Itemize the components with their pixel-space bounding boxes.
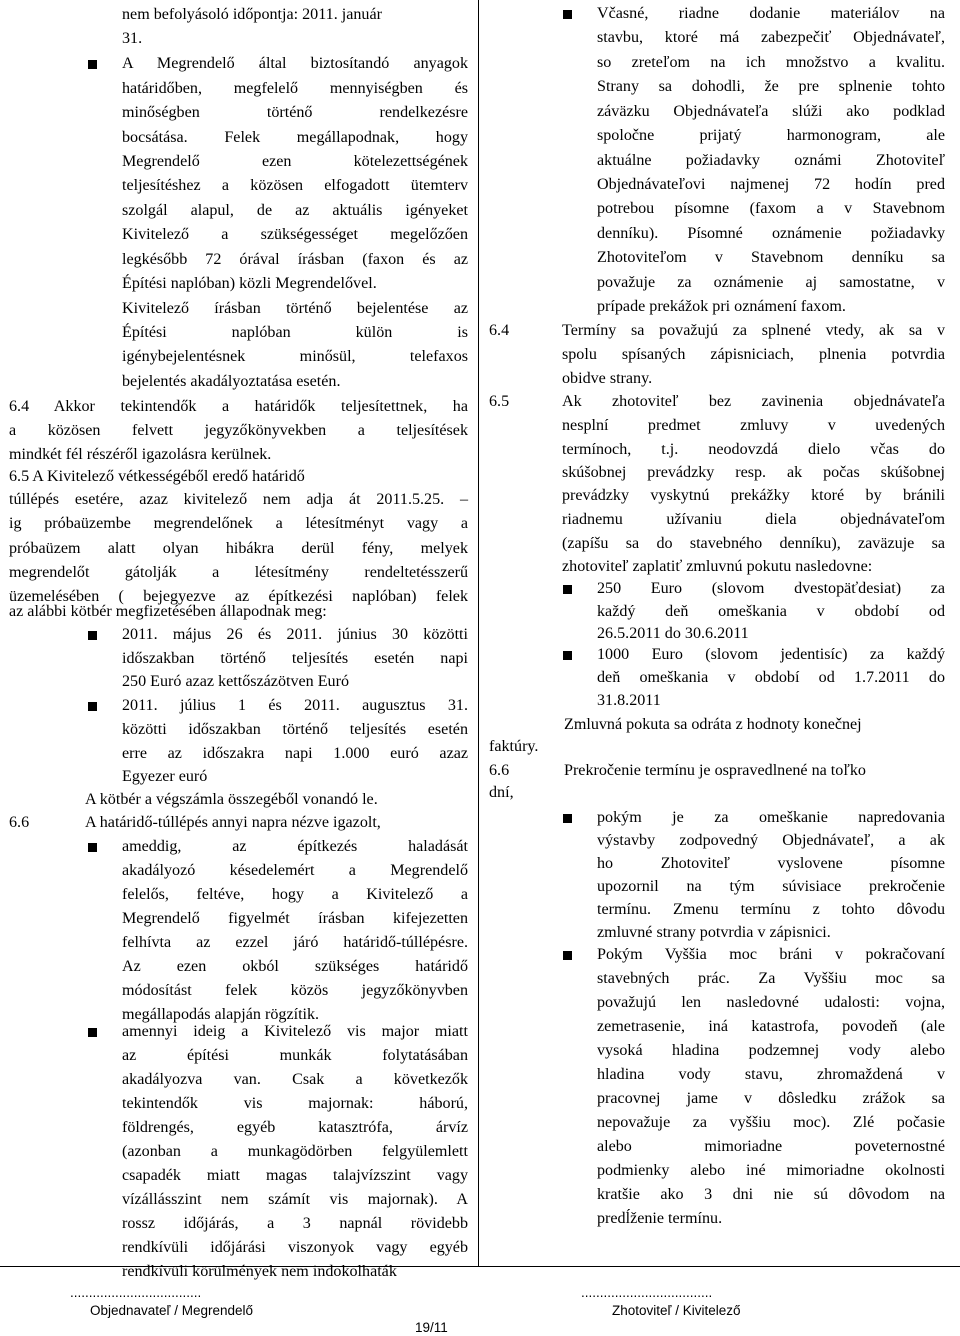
text-line: Kivitelező a szükségességet megelőzően (122, 226, 468, 243)
text-line: ameddig, az építkezés haladását (122, 838, 468, 855)
text-line: erre az időszakra napi 1.000 euró azaz (122, 745, 468, 762)
text-line: amennyi ideig a Kivitelező vis major miatt (122, 1023, 468, 1040)
text-line: považujú len nasledovné udalosti: vojna, (597, 994, 945, 1011)
text-line: upozornil na tým súvisiace prekročenie (597, 878, 945, 895)
text-line: Kivitelező írásban történő bejelentése az (122, 300, 468, 317)
text-line: tekintendők vis majornak: háború, (122, 1095, 468, 1112)
text-line: igénybejelentésnek minősül, telefaxos (122, 348, 468, 365)
text-line: bejelentés akadályoztatása esetén. (122, 373, 341, 390)
text-line: vysoká hladina podzemnej vody alebo (597, 1042, 945, 1059)
page-number: 19/11 (415, 1320, 448, 1335)
text-line: považuje za oznámenie aj samostatne, v (597, 274, 945, 291)
text-line: rendkívüli körülmények nem indokolhaták (122, 1263, 397, 1280)
text-line: Zmluvná pokuta sa odráta z hodnoty konečnej (564, 716, 862, 733)
bullet-icon (88, 60, 97, 69)
text-line: időszakban történő teljesítés esetén napi (122, 650, 468, 667)
text-line: Strany sa dohodli, že pre splnenie tohto (597, 78, 945, 95)
bullet-icon (88, 1028, 97, 1037)
text-line: rendkívüli időjárási viszonyok vagy egyéb (122, 1239, 468, 1256)
text-line: 6.4 Akkor tekintendők a határidők teljesítettnek, ha (9, 398, 468, 415)
text-line: próbaüzem alatt olyan hibákra derül fény, melyek (9, 540, 468, 557)
bullet-icon (563, 651, 572, 660)
text-line: zemetrasenie, iná katastrofa, povodeň (ale (597, 1018, 945, 1035)
text-line: szolgál alapul, de az aktuális igényeket (122, 202, 468, 219)
text-line: termínoch, t.j. neodovzdá dielo včas do (562, 441, 945, 458)
text-line: faktúry. (489, 738, 539, 755)
bullet-icon (563, 585, 572, 594)
text-line: stavebných prác. Za Vyššiu moc sa (597, 970, 945, 987)
text-line: rossz időjárás, a 3 napnál rövidebb (122, 1215, 468, 1232)
text-line: felhívta az ezzel járó határidő-túllépésre. (122, 934, 468, 951)
text-line: prevádzky vyskytnú prekážky ktoré by bránili (562, 487, 945, 504)
text-line: akadályozó késedelemért a Megrendelő (122, 862, 468, 879)
text-line: megállapodás alapján rögzítik. (122, 1006, 320, 1023)
text-line: a közösen felvett jegyzőkönyvekben a teljesítések (9, 422, 468, 439)
text-line: túllépés esetére, azaz kivitelező nem adja át 2011.5.25. – (9, 491, 468, 508)
section-number: 6.5 (489, 393, 510, 410)
text-line: ho Zhotoviteľ vyslovene písomne (597, 855, 945, 872)
text-line: Prekročenie termínu je ospravedlnené na toľko (564, 762, 866, 779)
text-line: záväzku Objednávateľa slúži ako podklad (597, 103, 945, 120)
text-line: Építési naplóban) közli Megrendelővel. (122, 275, 377, 292)
text-line: 31.8.2011 (597, 692, 661, 709)
text-line: deň omeškania v období od 1.7.2011 do (597, 669, 945, 686)
signature-label-left: Objednavateľ / Megrendelő (90, 1303, 254, 1318)
text-line: minőségben történő rendelkezésre (122, 104, 468, 121)
text-line: skúšobnej prevádzky resp. ak počas skúšobnej (562, 464, 945, 481)
text-line: každý deň omeškania v období od (597, 603, 945, 620)
bullet-icon (563, 814, 572, 823)
text-line: 1000 Euro (slovom jedentisíc) za každý (597, 646, 945, 663)
text-line: potrebou písomne (faxom a v Stavebnom (597, 200, 945, 217)
text-line: megrendelőt gátolják a létesítmény rendeltetésszerű (9, 564, 468, 581)
text-line: pracovnej jame v dôsledku zrážok sa (597, 1090, 945, 1107)
text-line: Egyezer euró (122, 768, 208, 785)
text-line: teljesítéshez a közösen elfogadott ütemterv (122, 177, 468, 194)
text-line: dní, (489, 784, 514, 801)
text-line: termínu. Zmenu termínu z tohto dôvodu (597, 901, 945, 918)
bullet-icon (88, 702, 97, 711)
text-line: aktuálne požiadavky oznámi Zhotoviteľ (597, 152, 945, 169)
section-number: 6.6 (489, 762, 510, 779)
footer-divider (0, 1266, 960, 1267)
text-line: nem befolyásoló időpontja: 2011. január (122, 6, 382, 23)
signature-label-right: Zhotoviteľ / Kivitelező (612, 1303, 741, 1318)
text-line: stavbu, ktoré má zabezpečiť Objednávateľ, (597, 29, 945, 46)
text-line: módosítást felek közös jegyzőkönyvben (122, 982, 468, 999)
text-line: Včasné, riadne dodanie materiálov na (597, 5, 945, 22)
text-line: akadályozva van. Csak a következők (122, 1071, 468, 1088)
text-line: alebo mimoriadne poveternostné (597, 1138, 945, 1155)
text-line: felelős, feltéve, hogy a Kivitelező a (122, 886, 468, 903)
text-line: so zreteľom na ich množstvo a kvalitu. (597, 54, 945, 71)
text-line: 6.5 A Kivitelező vétkességéből eredő határidő (9, 468, 305, 485)
section-number: 6.4 (489, 322, 510, 339)
text-line: spoločne prijatý harmonogram, ale (597, 127, 945, 144)
text-line: közötti időszakban történő teljesítés esetén (122, 721, 468, 738)
text-line: vízállásszint nem számít vis majornak). A (122, 1191, 468, 1208)
text-line: A Megrendelő által biztosítandó anyagok (122, 55, 468, 72)
text-line: az alábbi kötbér megfizetésében állapodnak meg: (9, 603, 327, 620)
text-line: Termíny sa považujú za splnené vtedy, ak sa v (562, 322, 945, 339)
bullet-icon (88, 631, 97, 640)
text-line: földrengés, egyéb katasztrófa, árvíz (122, 1119, 468, 1136)
text-line: csapadék miatt magas talajvízszint vagy (122, 1167, 468, 1184)
text-line: 26.5.2011 do 30.6.2011 (597, 625, 749, 642)
text-line: nepovažuje za vyššiu moc). Zlé počasie (597, 1114, 945, 1131)
section-number: 6.6 (9, 814, 30, 831)
text-line: határidőben, megfelelő mennyiségben és (122, 80, 468, 97)
text-line: podmienky alebo iné mimoriadne okolnosti (597, 1162, 945, 1179)
text-line: legkésőbb 72 órával írásban (faxon és az (122, 251, 468, 268)
bullet-icon (88, 843, 97, 852)
text-line: 2011. május 26 és 2011. június 30 közötti (122, 626, 468, 643)
text-line: 250 Euró azaz kettőszázötven Euró (122, 673, 350, 690)
text-line: predĺženie termínu. (597, 1210, 723, 1227)
text-line: Zhotoviteľom v Stavebnom denníku sa (597, 249, 945, 266)
text-line: Pokým Vyššia moc bráni v pokračovaní (597, 946, 945, 963)
text-line: ig próbaüzembe megrendelőnek a létesítményt vagy a (9, 515, 468, 532)
text-line: 31. (122, 30, 143, 47)
text-line: A határidő-túllépés annyi napra nézve igazolt, (85, 814, 381, 831)
text-line: Megrendelő ezen kötelezettségének (122, 153, 468, 170)
text-line: denníku). Písomné oznámenie požiadavky (597, 225, 945, 242)
text-line: mindkét fél részéről igazolásra kerülnek. (9, 446, 272, 463)
text-line: 250 Euro (slovom dvestopäťdesiat) za (597, 580, 945, 597)
text-line: spolu spísaných zápisniciach, plnenia potvrdia (562, 346, 945, 363)
text-line: Az ezen okból szükséges határidő (122, 958, 468, 975)
text-line: (zapíšu sa do stavebného denníku), zaväzuje sa (562, 535, 945, 552)
text-line: üzemelésében ( bejegyezve az építkezési naplóban) felek (9, 588, 468, 605)
left-column-hungarian (0, 0, 479, 1280)
text-line: Megrendelő figyelmét írásban kifejezetten (122, 910, 468, 927)
text-line: hladina vody stavu, zhromaždená v (597, 1066, 945, 1083)
bullet-icon (563, 951, 572, 960)
text-line: riadnemu užívaniu diela objednávateľom (562, 511, 945, 528)
text-line: 2011. július 1 és 2011. augusztus 31. (122, 697, 468, 714)
text-line: obidve strany. (562, 370, 653, 387)
text-line: Építési naplóban külön is (122, 324, 468, 341)
text-line: Objednávateľovi najmenej 72 hodín pred (597, 176, 945, 193)
text-line: zmluvné strany potvrdia v zápisnici. (597, 924, 831, 941)
text-line: Ak zhotoviteľ bez zavinenia objednávateľa (562, 393, 945, 410)
text-line: bocsátása. Felek megállapodnak, hogy (122, 129, 468, 146)
text-line: pokým je za omeškanie napredovania (597, 809, 945, 826)
signature-dots-right: ................................... (581, 1285, 713, 1300)
text-line: zhotoviteľ zaplatiť zmluvnú pokutu nasledovne: (562, 558, 873, 575)
text-line: výstavby zodpovedný Objednávateľ, a ak (597, 832, 945, 849)
signature-dots-left: ................................... (70, 1285, 202, 1300)
bullet-icon (563, 10, 572, 19)
text-line: (azonban a munkagödörben felgyülemlett (122, 1143, 468, 1160)
text-line: A kötbér a végszámla összegéből vonandó le. (85, 791, 378, 808)
text-line: kratšie ako 3 dni nie sú dôvodom na (597, 1186, 945, 1203)
right-column-slovak (479, 0, 960, 1266)
text-line: nesplní predmet zmluvy v uvedených (562, 417, 945, 434)
text-line: az építési munkák folytatásában (122, 1047, 468, 1064)
text-line: prípade prekážok pri oznámení faxom. (597, 298, 846, 315)
